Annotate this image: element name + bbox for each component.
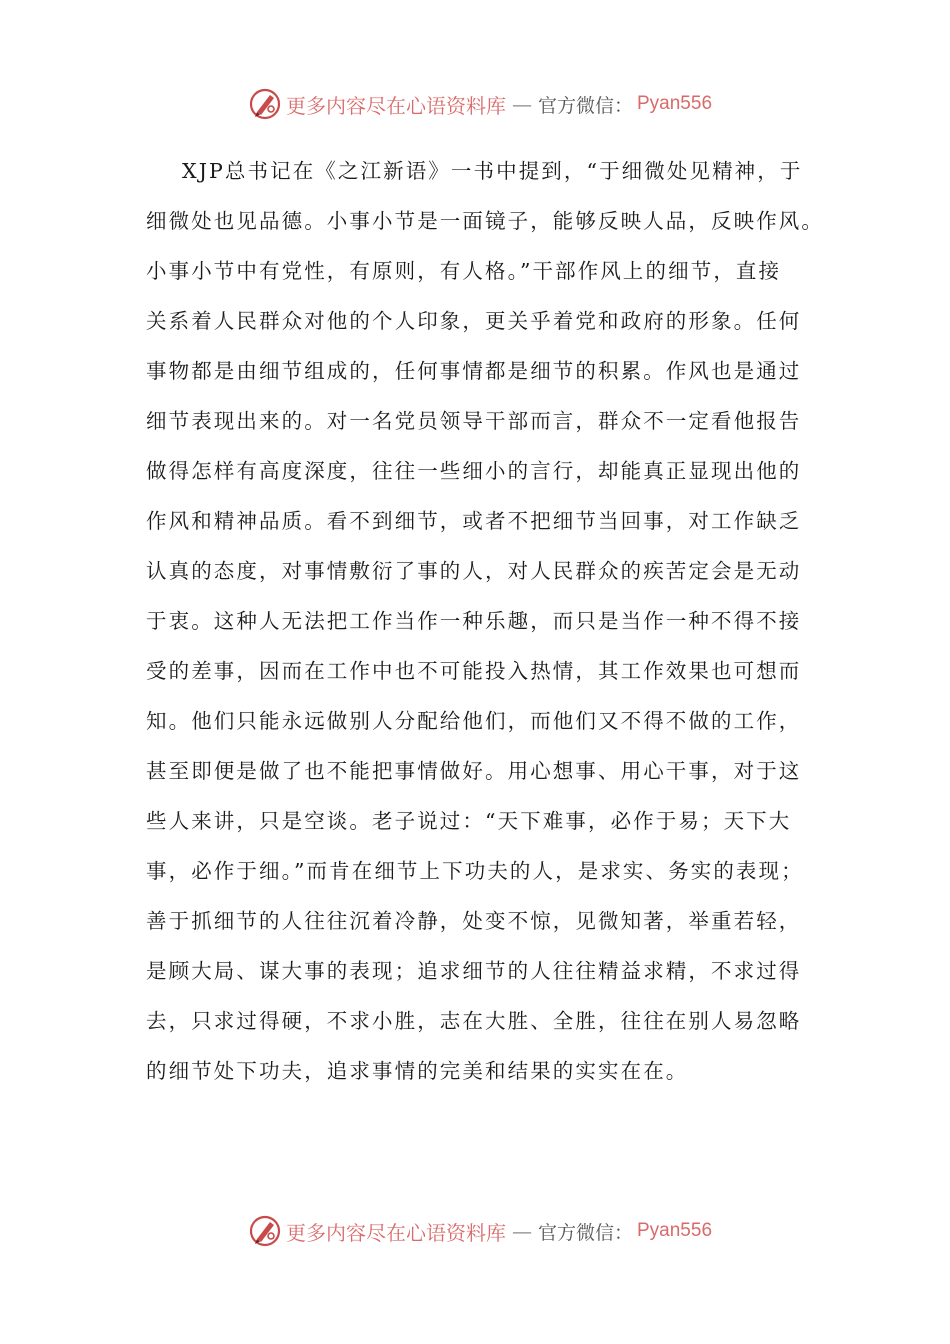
text-line: 善于抓细节的人往往沉着冷静，处变不惊，见微知著，举重若轻， <box>146 909 802 933</box>
text-line: 知。他们只能永远做别人分配给他们，而他们又不得不做的工作， <box>146 709 802 733</box>
footer-banner <box>0 1211 950 1251</box>
banner-subtitle: 官方微信： <box>537 1221 633 1244</box>
text-line: 细节表现出来的。对一名党员领导干部而言，群众不一定看他报告 <box>146 409 802 433</box>
text-line: 作风和精神品质。看不到细节，或者不把细节当回事，对工作缺乏 <box>146 509 802 533</box>
header-banner <box>0 84 950 124</box>
text-line: 做得怎样有高度深度，往往一些细小的言行，却能真正显现出他的 <box>146 459 802 483</box>
banner-subtitle: 官方微信： <box>537 94 633 117</box>
banner-dash: — <box>511 1219 532 1243</box>
text-line: 些人来讲，只是空谈。老子说过：“天下难事，必作于易；天下大 <box>146 809 792 833</box>
banner-title: 更多内容尽在心语资料库 <box>285 1220 506 1245</box>
pen-seal-icon <box>248 1214 282 1248</box>
banner-wechat-id: Pyan556 <box>637 1220 713 1241</box>
banner-wechat-id: Pyan556 <box>637 93 713 114</box>
document-body <box>146 146 824 1096</box>
text-line: 关系着人民群众对他的个人印象，更关乎着党和政府的形象。任何 <box>146 309 802 333</box>
text-line: 甚至即便是做了也不能把事情做好。用心想事、用心干事，对于这 <box>146 759 802 783</box>
text-line: 事，必作于细。”而肯在细节上下功夫的人，是求实、务实的表现； <box>146 859 804 883</box>
text-line: 细微处也见品德。小事小节是一面镜子，能够反映人品，反映作风。 <box>146 209 824 233</box>
text-line: 的细节处下功夫，追求事情的完美和结果的实实在在。 <box>146 1059 689 1083</box>
text-line: 是顾大局、谋大事的表现；追求细节的人往往精益求精，不求过得 <box>146 959 802 983</box>
banner-dash: — <box>511 92 532 116</box>
text-line: 受的差事，因而在工作中也不可能投入热情，其工作效果也可想而 <box>146 659 802 683</box>
footer-banner-content <box>248 1214 712 1248</box>
banner-title: 更多内容尽在心语资料库 <box>285 93 506 118</box>
text-line: 去，只求过得硬，不求小胜，志在大胜、全胜，往往在别人易忽略 <box>146 1009 802 1033</box>
text-line: XJP总书记在《之江新语》一书中提到，“于细微处见精神，于 <box>182 159 803 183</box>
text-line: 小事小节中有党性，有原则，有人格。”干部作风上的细节，直接 <box>146 259 782 283</box>
header-banner-content <box>248 87 712 121</box>
pen-seal-icon <box>248 87 282 121</box>
text-line: 事物都是由细节组成的，任何事情都是细节的积累。作风也是通过 <box>146 359 802 383</box>
text-line: 认真的态度，对事情敷衍了事的人，对人民群众的疾苦定会是无动 <box>146 559 802 583</box>
text-line: 于衷。这种人无法把工作当作一种乐趣，而只是当作一种不得不接 <box>146 609 802 633</box>
